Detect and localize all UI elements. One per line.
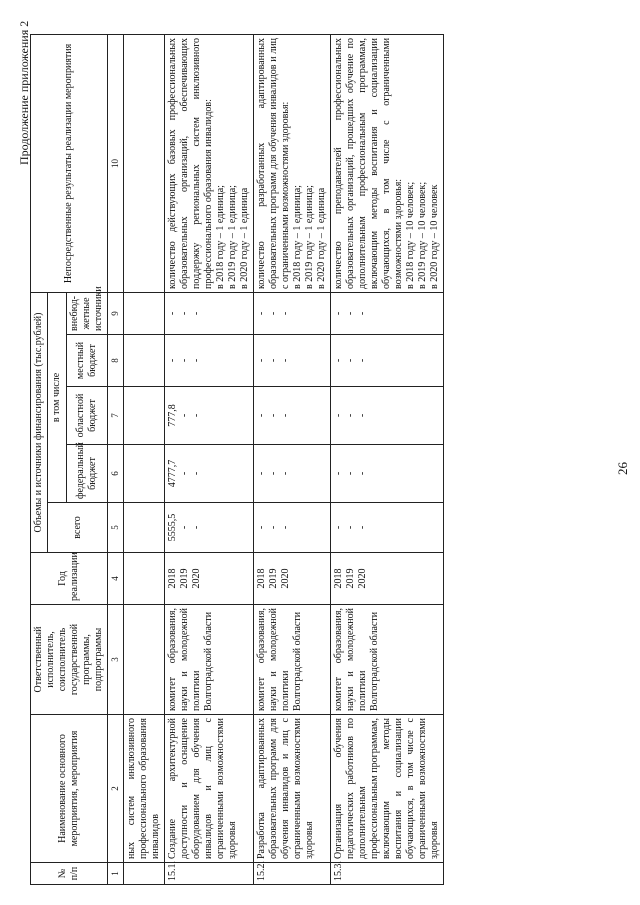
result-line: количество преподавателей профессиональных образовательных организаций, прошедших обучение по дополнительным профессиональным программам, включающим методы воспитания и социализации обучающихся, в том числе с ограниченными возможностями здоровья: bbox=[332, 37, 404, 289]
program-table bbox=[30, 34, 444, 885]
header-extra: внебюд-жетные источники bbox=[67, 292, 108, 334]
extra-value: - bbox=[267, 311, 279, 316]
regional-value: - bbox=[190, 413, 202, 418]
result-line: в 2018 году – 10 человек; bbox=[404, 181, 416, 289]
regional-cell bbox=[253, 387, 330, 445]
year-value: 2020 bbox=[190, 568, 202, 589]
header-including: в том числе bbox=[48, 292, 67, 502]
regional-value: - bbox=[332, 413, 344, 418]
result-line: в 2019 году – 1 единица; bbox=[226, 185, 238, 289]
column-number: 3 bbox=[108, 605, 124, 715]
local-value: - bbox=[332, 358, 344, 363]
table-row bbox=[164, 34, 253, 884]
regional-value: - bbox=[356, 413, 368, 418]
column-number: 7 bbox=[108, 387, 124, 445]
column-number: 5 bbox=[108, 503, 124, 553]
local-value: - bbox=[166, 358, 178, 363]
result-line: в 2018 году – 1 единица; bbox=[291, 185, 303, 289]
total-cell bbox=[330, 503, 443, 553]
result-line: в 2019 году – 10 человек; bbox=[416, 181, 428, 289]
local-value: - bbox=[255, 358, 267, 363]
row-number: 15.2. bbox=[253, 863, 330, 885]
year-value: 2020 bbox=[279, 568, 291, 589]
extra-value: - bbox=[279, 311, 291, 316]
regional-value: - bbox=[267, 413, 279, 418]
responsible-executor: комитет образования, науки и молодежной политики Волгоградской области bbox=[253, 605, 330, 715]
header-name: Наименование основного мероприятия, мероприятия bbox=[31, 715, 108, 863]
column-number: 8 bbox=[108, 335, 124, 387]
table-row bbox=[253, 34, 330, 884]
result-line: в 2018 году – 1 единица; bbox=[214, 185, 226, 289]
total-value: - bbox=[332, 525, 344, 530]
column-number: 9 bbox=[108, 292, 124, 334]
result-line: в 2019 году – 1 единица; bbox=[303, 185, 315, 289]
federal-value: 4777,7 bbox=[166, 459, 178, 488]
column-number: 4 bbox=[108, 553, 124, 605]
column-number: 2 bbox=[108, 715, 124, 863]
total-value: - bbox=[190, 525, 202, 530]
header-results: Непосредственные результаты реализации мероприятия bbox=[31, 34, 108, 292]
header-year: Год реализации bbox=[31, 553, 108, 605]
column-number: 1 bbox=[108, 863, 124, 885]
federal-value: - bbox=[267, 471, 279, 476]
regional-value: - bbox=[255, 413, 267, 418]
column-number-row bbox=[108, 34, 124, 884]
local-cell bbox=[330, 335, 443, 387]
activity-name: Организация обучения педагогических работников по дополнительным профессиональным программам, включающим методы воспитания и социализации обучающихся, в том числе с ограниченными возможностями здоровья bbox=[330, 715, 443, 863]
header-federal: федеральный бюджет bbox=[67, 445, 108, 503]
header-local: местный бюджет bbox=[67, 335, 108, 387]
column-number: 6 bbox=[108, 445, 124, 503]
year-value: 2020 bbox=[356, 568, 368, 589]
extra-value: - bbox=[356, 311, 368, 316]
header-total: всего bbox=[48, 503, 108, 553]
regional-value: 777,8 bbox=[166, 404, 178, 427]
total-cell bbox=[253, 503, 330, 553]
extra-cell bbox=[330, 292, 443, 334]
row-number: 15.1. bbox=[164, 863, 253, 885]
header-responsible: Ответственный исполнитель, соисполнитель государственной программы, подпрограммы bbox=[31, 605, 108, 715]
federal-value: - bbox=[344, 471, 356, 476]
federal-value: - bbox=[190, 471, 202, 476]
years-cell bbox=[330, 553, 443, 605]
regional-value: - bbox=[344, 413, 356, 418]
page-number: 26 bbox=[615, 462, 630, 475]
local-cell bbox=[164, 335, 253, 387]
extra-cell bbox=[253, 292, 330, 334]
total-value: 5555,5 bbox=[166, 513, 178, 542]
header-funding: Объемы и источники финансирования (тыс.рублей) bbox=[31, 292, 48, 552]
years-cell bbox=[164, 553, 253, 605]
activity-name: Разработка адаптированных образовательных программ для обучения инвалидов и лиц с ограниченными возможностями здоровья bbox=[253, 715, 330, 863]
result-cell bbox=[164, 34, 253, 292]
regional-value: - bbox=[279, 413, 291, 418]
regional-cell bbox=[164, 387, 253, 445]
total-cell bbox=[164, 503, 253, 553]
total-value: - bbox=[267, 525, 279, 530]
federal-cell bbox=[164, 445, 253, 503]
total-value: - bbox=[356, 525, 368, 530]
header-no: № п/п bbox=[31, 863, 108, 885]
result-line: количество разработанных адаптированных образовательных программ для обучения инвалидов и лиц с ограниченными возможностями здоровья: bbox=[255, 37, 291, 289]
extra-cell bbox=[164, 292, 253, 334]
extra-value: - bbox=[190, 311, 202, 316]
extra-value: - bbox=[344, 311, 356, 316]
extra-value: - bbox=[255, 311, 267, 316]
regional-value: - bbox=[178, 413, 190, 418]
local-cell bbox=[253, 335, 330, 387]
total-value: - bbox=[344, 525, 356, 530]
result-cell bbox=[253, 34, 330, 292]
federal-cell bbox=[253, 445, 330, 503]
local-value: - bbox=[279, 358, 291, 363]
federal-cell bbox=[330, 445, 443, 503]
total-value: - bbox=[279, 525, 291, 530]
total-value: - bbox=[178, 525, 190, 530]
year-value: 2019 bbox=[344, 568, 356, 589]
federal-value: - bbox=[255, 471, 267, 476]
year-value: 2018 bbox=[166, 568, 178, 589]
responsible-executor: комитет образования, науки и молодежной политики Волгоградской области bbox=[164, 605, 253, 715]
carry-over-text: ных систем инклюзивного профессионального образования инвалидов bbox=[123, 715, 164, 863]
extra-value: - bbox=[166, 311, 178, 316]
local-value: - bbox=[190, 358, 202, 363]
local-value: - bbox=[267, 358, 279, 363]
result-line: количество действующих базовых профессиональных образовательных организаций, обеспечивающих поддержку региональных систем инклюзивного профессионального образования инвалидов: bbox=[166, 37, 214, 289]
regional-cell bbox=[330, 387, 443, 445]
total-value: - bbox=[255, 525, 267, 530]
result-line: в 2020 году – 1 единица bbox=[238, 187, 250, 289]
year-value: 2019 bbox=[178, 568, 190, 589]
extra-value: - bbox=[332, 311, 344, 316]
local-value: - bbox=[356, 358, 368, 363]
table-row-carry-over bbox=[123, 34, 164, 884]
continuation-label: Продолжение приложения 2 bbox=[17, 20, 31, 165]
result-line: в 2020 году – 10 человек bbox=[428, 184, 440, 289]
year-value: 2019 bbox=[267, 568, 279, 589]
header-regional: областной бюджет bbox=[67, 387, 108, 445]
activity-name: Создание архитектурной доступности и оснащение оборудованием для обучения инвалидов и лиц с ограниченными возможностями здоровья bbox=[164, 715, 253, 863]
extra-value: - bbox=[178, 311, 190, 316]
years-cell bbox=[253, 553, 330, 605]
federal-value: - bbox=[279, 471, 291, 476]
local-value: - bbox=[344, 358, 356, 363]
result-cell bbox=[330, 34, 443, 292]
responsible-executor: комитет образования, науки и молодежной политики Волгоградской области bbox=[330, 605, 443, 715]
row-number: 15.3. bbox=[330, 863, 443, 885]
federal-value: - bbox=[356, 471, 368, 476]
year-value: 2018 bbox=[255, 568, 267, 589]
federal-value: - bbox=[332, 471, 344, 476]
federal-value: - bbox=[178, 471, 190, 476]
local-value: - bbox=[178, 358, 190, 363]
column-number: 10 bbox=[108, 34, 124, 292]
result-line: в 2020 году – 1 единица bbox=[315, 187, 327, 289]
year-value: 2018 bbox=[332, 568, 344, 589]
table-row bbox=[330, 34, 443, 884]
